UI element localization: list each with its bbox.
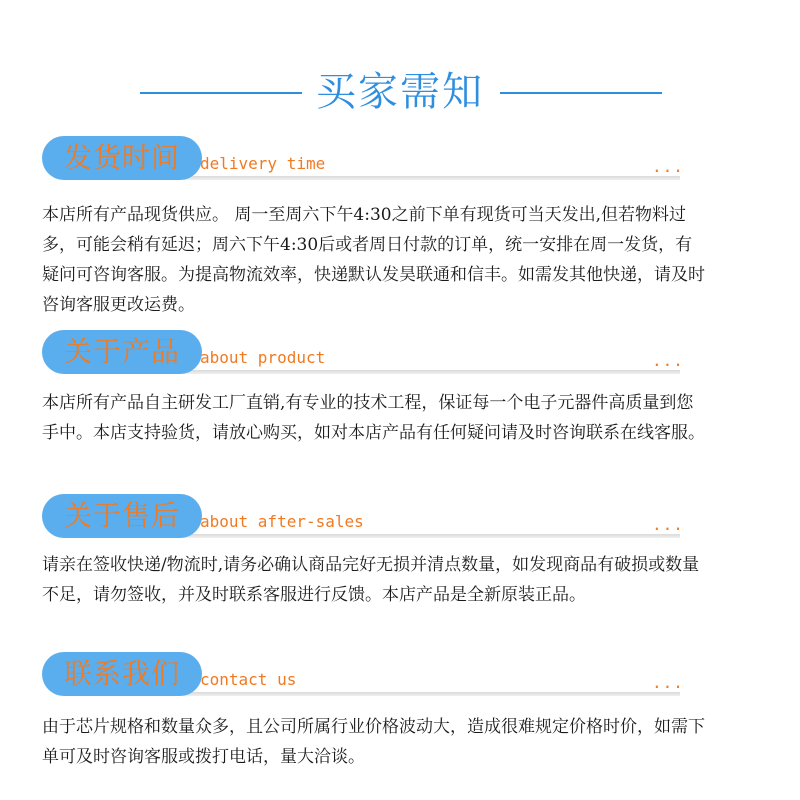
section-underline (150, 534, 680, 538)
title-divider-left (140, 92, 302, 94)
section-dots: ... (652, 351, 684, 370)
page-title: 买家需知 (316, 69, 484, 115)
section-title-pill: 关于售后 (42, 494, 202, 538)
section-subtitle: contact us (200, 670, 297, 689)
section-body-after-sales: 请亲在签收快递/物流时,请务必确认商品完好无损并清点数量，如发现商品有破损或数量不足，请勿签收，并及时联系客服进行反馈。本店产品是全新原装正品。 (42, 555, 700, 605)
section-underline (150, 692, 680, 696)
section-title-pill: 关于产品 (42, 330, 202, 374)
section-subtitle: about product (200, 348, 326, 367)
section-dots: ... (652, 673, 684, 692)
section-subtitle: delivery time (200, 154, 326, 173)
section-title-pill: 联系我们 (42, 652, 202, 696)
section-subtitle: about after-sales (200, 512, 364, 531)
section-body-about-product: 本店所有产品自主研发工厂直销,有专业的技术工程，保证每一个电子元器件高质量到您手中。本店支持验货，请放心购买，如对本店产品有任何疑问请及时咨询联系在线客服。 (42, 393, 705, 443)
section-title-pill: 发货时间 (42, 136, 202, 180)
section-body-delivery-time: 本店所有产品现货供应。 周一至周六下午4:30之前下单有现货可当天发出,但若物料过多，可能会稍有延迟；周六下午4:30后或者周日付款的订单，统一安排在周一发货，有疑问可咨询客服。为提高物流效率，快递默认发昊联通和信丰。如需发其他快递，请及时咨询客服更改运费。 (42, 205, 705, 315)
section-body-contact-us: 由于芯片规格和数量众多，且公司所属行业价格波动大，造成很难规定价格时价，如需下单可及时咨询客服或拨打电话，量大洽谈。 (42, 717, 705, 767)
section-dots: ... (652, 157, 684, 176)
page-header (0, 64, 800, 120)
section-underline (150, 176, 680, 180)
title-divider-right (500, 92, 662, 94)
section-dots: ... (652, 515, 684, 534)
section-underline (150, 370, 680, 374)
